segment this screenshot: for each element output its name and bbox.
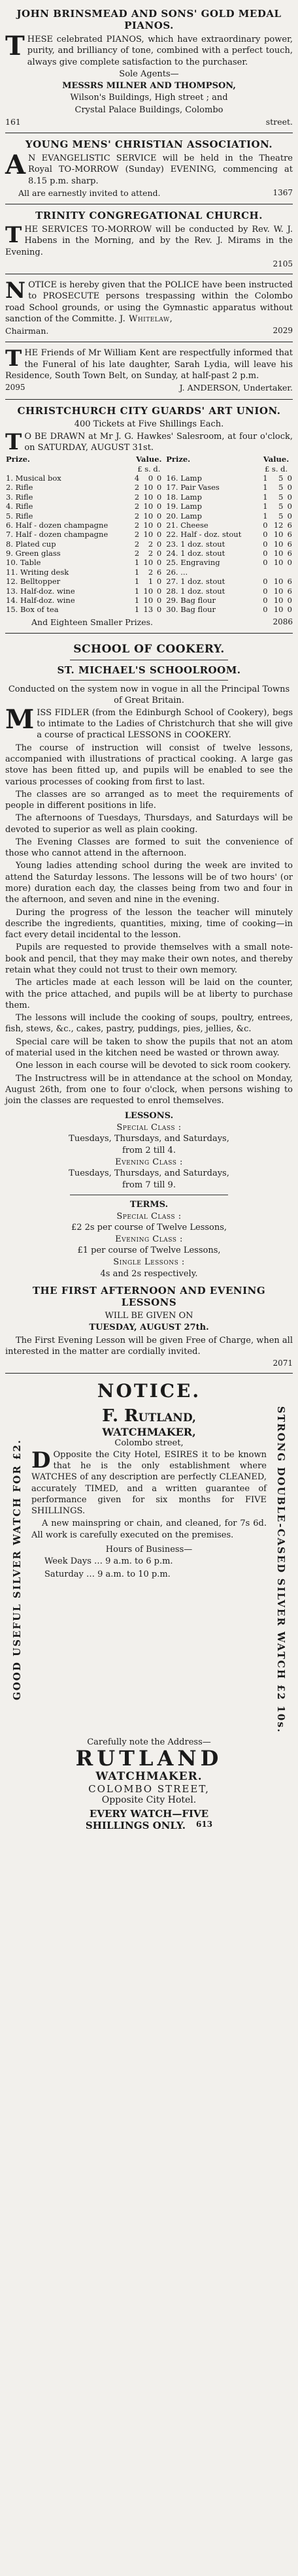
prize-value: 0 bbox=[156, 605, 162, 615]
prize-name: 20. Lamp bbox=[166, 511, 202, 521]
big-trade: WATCHMAKER. bbox=[95, 1769, 203, 1783]
prize-value: 1 bbox=[263, 492, 268, 502]
prize-value bbox=[269, 568, 284, 577]
prize-value: 2 bbox=[134, 539, 140, 549]
drop-cap: A bbox=[5, 150, 26, 181]
business-name bbox=[31, 1406, 267, 1426]
prize-value: 1 bbox=[263, 502, 268, 511]
prize-value: 5 bbox=[278, 483, 284, 492]
prize-value: 0 bbox=[156, 577, 162, 587]
rutland-body bbox=[5, 1406, 293, 1733]
prize-value: 1 bbox=[134, 567, 140, 577]
school-of-cookery-ad bbox=[5, 634, 293, 1374]
prize-name: 28. 1 doz. stout bbox=[166, 586, 225, 596]
undertaker-name: J. ANDERSON, Undertaker. bbox=[179, 383, 293, 393]
prize-value: 0 bbox=[263, 595, 268, 605]
col-value: Value. bbox=[136, 455, 162, 464]
prize-value: 1 bbox=[134, 558, 140, 568]
prize-row bbox=[5, 558, 293, 567]
prize-value: 0 bbox=[287, 474, 292, 483]
big-street: COLOMBO STREET, bbox=[88, 1782, 210, 1795]
prize-value: 0 bbox=[156, 558, 162, 568]
paragraph: The Instructress will be in attendance at the school on Monday, August 26th, from one to four o'clock, when persons wishing to join the classes are requested to enrol themselves. bbox=[5, 1073, 293, 1106]
drop-cap: N bbox=[5, 278, 26, 304]
name-rest: UTLAND, bbox=[138, 1411, 196, 1425]
class-time: from 2 till 4. bbox=[122, 1146, 176, 1156]
funeral-notice-ad bbox=[5, 342, 293, 399]
prize-value: 10 bbox=[143, 520, 154, 530]
prize-value: 6 bbox=[287, 539, 292, 549]
brinsmead-pianos-ad bbox=[5, 3, 293, 133]
rutland-watchmaker-ad bbox=[5, 1374, 293, 1837]
prize-table-body bbox=[5, 474, 293, 615]
prize-value: 0 bbox=[263, 558, 268, 568]
ad-title: CHRISTCHURCH CITY GUARDS' ART UNION. bbox=[17, 404, 281, 417]
prize-name: 24. 1 doz. stout bbox=[166, 549, 225, 558]
ad-body bbox=[31, 1449, 267, 1517]
drop-cap: T bbox=[5, 222, 22, 249]
drop-cap: T bbox=[5, 31, 25, 61]
prize-value: 0 bbox=[287, 558, 292, 568]
ad-body-text: HE Friends of Mr William Kent are respectfully informed that the Funeral of his late daughter, Sarah Lydia, will leave his Residence, South Town Belt, on Sunday, at half-past 2 p.m. bbox=[5, 348, 293, 381]
ad-number: 1367 bbox=[273, 187, 293, 197]
opposite-line: Opposite the City Hotel, bbox=[53, 1449, 161, 1460]
prize-value: 1 bbox=[134, 595, 140, 605]
prize-name: 7. Half - dozen champagne bbox=[6, 530, 108, 539]
price-line: £2 2s per course of Twelve Lessons, bbox=[71, 1223, 227, 1233]
prize-value: 0 bbox=[156, 530, 162, 539]
ad-footer bbox=[5, 383, 293, 393]
prize-value: 1 bbox=[148, 577, 154, 587]
ad-number: 2029 bbox=[273, 326, 293, 336]
prize-name: 22. Half - doz. stout bbox=[166, 530, 242, 539]
prize-row bbox=[5, 596, 293, 605]
ad-body-text: ESIRES it to be known that he is the only establishment where WATCHES of any description are perfectly CLEANED, accurately TIMED, and a written guarantee of performance given for six months for FIVE SHILLINGS. bbox=[31, 1449, 267, 1517]
prize-name: 27. 1 doz. stout bbox=[166, 577, 225, 587]
lsd-units: £ s. d. bbox=[264, 464, 288, 474]
ad-title: NOTICE. bbox=[97, 1380, 201, 1402]
prize-name: 29. Bag flour bbox=[166, 595, 216, 605]
ad-title: YOUNG MENS' CHRISTIAN ASSOCIATION. bbox=[25, 138, 273, 151]
prize-name: 15. Box of tea bbox=[6, 605, 59, 615]
prize-value: 10 bbox=[273, 586, 284, 596]
prize-value: 10 bbox=[143, 502, 154, 511]
prize-row bbox=[5, 568, 293, 577]
ad-number: 2071 bbox=[273, 1359, 293, 1368]
prize-value: 0 bbox=[156, 492, 162, 502]
class-label: Single Lessons : bbox=[113, 1257, 185, 1267]
ad-body-text: OTICE is hereby given that the POLICE have been instructed to PROSECUTE persons trespassing within the Colombo road School grounds, or using the Gymnastic apparatus without sanction of the Committe. bbox=[5, 280, 293, 324]
price-line: 4s and 2s respectively. bbox=[100, 1268, 198, 1279]
prize-name: 25. Engraving bbox=[166, 558, 220, 568]
prize-name: 21. Cheese bbox=[166, 520, 208, 530]
paragraph: The course of instruction will consist of twelve lessons, accompanied with illustrations of practical cooking. A large gas stove has been fitted up, and pupils will be enabled to see the various processes of cooking from first to last. bbox=[5, 743, 293, 787]
prize-value: 0 bbox=[263, 539, 268, 549]
art-union-ad bbox=[5, 400, 293, 634]
ad-footer bbox=[5, 617, 293, 628]
ad-title: JOHN BRINSMEAD AND SONS' GOLD MEDAL PIANOS. bbox=[16, 8, 282, 31]
prize-row bbox=[5, 605, 293, 614]
prize-row bbox=[5, 492, 293, 502]
paragraph: The classes are so arranged as to meet the requirements of people in different positions in life. bbox=[5, 789, 293, 811]
first-lessons-given: WILL BE GIVEN ON bbox=[105, 1311, 193, 1321]
prize-value: 2 bbox=[134, 530, 140, 539]
prize-value: 10 bbox=[143, 511, 154, 521]
paragraph: The lessons will include the cooking of soups, poultry, entrees, fish, stews, &c., cakes, pastry, puddings, pies, jellies, &c. bbox=[5, 1013, 293, 1035]
prize-name: 2. Rifle bbox=[6, 483, 33, 492]
ad-subtitle: ST. MICHAEL'S SCHOOLROOM. bbox=[57, 664, 241, 677]
ad-body bbox=[5, 703, 293, 741]
prize-value: 1 bbox=[134, 577, 140, 587]
prize-name: 16. Lamp bbox=[166, 474, 202, 483]
paragraph: ISS FIDLER (from the Edinburgh School of Cookery), begs to intimate to the Ladies of Christchurch that she will give a course of practical LESSONS in COOKERY. bbox=[37, 707, 293, 741]
prize-value: 0 bbox=[287, 595, 292, 605]
trade-label: WATCHMAKER, bbox=[102, 1425, 196, 1438]
ad-body-text: O BE DRAWN at Mr J. G. Hawkes' Salesroom, at four o'clock, on SATURDAY, AUGUST 31st. bbox=[24, 431, 293, 453]
prize-value: 0 bbox=[263, 577, 268, 587]
hours-week: Week Days … 9 a.m. to 6 p.m. bbox=[44, 1556, 173, 1566]
ad-title: SCHOOL OF COOKERY. bbox=[73, 642, 225, 656]
price-line: £1 per course of Twelve Lessons, bbox=[77, 1246, 221, 1256]
first-lessons-title: THE FIRST AFTERNOON AND EVENING LESSONS bbox=[32, 1285, 266, 1309]
drop-cap: T bbox=[5, 428, 22, 455]
prize-row bbox=[5, 483, 293, 492]
col-prize: Prize. bbox=[166, 455, 191, 464]
tickets-line: 400 Tickets at Five Shillings Each. bbox=[74, 419, 224, 429]
first-lessons-date: TUESDAY, AUGUST 27th. bbox=[89, 1323, 209, 1333]
ad-body bbox=[5, 224, 293, 258]
prize-value: 0 bbox=[263, 520, 268, 530]
agents-name: MESSRS MILNER AND THOMPSON, bbox=[62, 81, 236, 91]
ad-number: 2086 bbox=[273, 617, 293, 626]
ad-number: 2105 bbox=[273, 259, 293, 269]
address-line: Wilson's Buildings, High street ; and bbox=[70, 93, 228, 103]
drop-cap: D bbox=[31, 1447, 51, 1473]
rutland-main bbox=[29, 1406, 269, 1733]
ad-footer bbox=[5, 326, 293, 336]
ad-number: 2095 bbox=[5, 383, 25, 393]
prize-table-units bbox=[5, 464, 293, 474]
prize-value: 6 bbox=[287, 520, 292, 530]
prize-table-header bbox=[5, 455, 293, 464]
hours-saturday: Saturday … 9 a.m. to 10 p.m. bbox=[44, 1570, 171, 1580]
prize-value: 1 bbox=[134, 586, 140, 596]
paragraph: The articles made at each lesson will be laid on the counter, with the price attached, and pupils will be at liberty to purchase them. bbox=[5, 978, 293, 1010]
drop-cap: M bbox=[5, 703, 35, 735]
class-time: from 7 till 9. bbox=[122, 1180, 176, 1190]
class-days: Tuesdays, Thursdays, and Saturdays, bbox=[69, 1134, 229, 1144]
prize-name: 8. Plated cup bbox=[6, 539, 56, 549]
prize-value: 1 bbox=[263, 511, 268, 521]
prize-value: 12 bbox=[273, 520, 284, 530]
prize-value: 10 bbox=[273, 539, 284, 549]
shillings-only: SHILLINGS ONLY. bbox=[85, 1819, 186, 1831]
prize-row bbox=[5, 577, 293, 586]
prize-name: 14. Half-doz. wine bbox=[6, 595, 75, 605]
prize-value: 2 bbox=[134, 492, 140, 502]
ad-body-text: N EVANGELISTIC SERVICE will be held in the Theatre Royal TO-MORROW (Sunday) EVENING, commencing at 8.15 p.m. sharp. bbox=[28, 153, 293, 186]
paragraph: One lesson in each course will be devoted to sick room cookery. bbox=[16, 1061, 291, 1071]
prize-value: 10 bbox=[143, 558, 154, 568]
ad-number: 161 bbox=[5, 116, 21, 127]
prize-row bbox=[5, 521, 293, 530]
prize-value: 10 bbox=[273, 530, 284, 539]
prize-value: 10 bbox=[143, 586, 154, 596]
prize-name: 6. Half - dozen champagne bbox=[6, 520, 108, 530]
prize-name: 26. ... bbox=[166, 567, 188, 577]
prize-value: 5 bbox=[278, 492, 284, 502]
prize-value: 0 bbox=[263, 549, 268, 558]
divider bbox=[70, 680, 228, 681]
address-note: Carefully note the Address— bbox=[87, 1737, 211, 1747]
prize-value: 10 bbox=[273, 605, 284, 615]
prize-value: 0 bbox=[156, 539, 162, 549]
ad-title: TRINITY CONGREGATIONAL CHURCH. bbox=[35, 210, 263, 222]
prize-row bbox=[5, 530, 293, 539]
prize-value: 0 bbox=[148, 474, 154, 483]
prize-value: 6 bbox=[287, 549, 292, 558]
prize-row bbox=[5, 539, 293, 549]
signatory: J. Whitelaw, bbox=[119, 314, 173, 324]
ad-footer bbox=[5, 1820, 293, 1833]
lsd-units: £ s. d. bbox=[137, 464, 161, 474]
terms-section bbox=[5, 1199, 293, 1280]
street-label: street. bbox=[265, 116, 293, 127]
prize-value: 10 bbox=[143, 483, 154, 492]
prize-name: 13. Half-doz. wine bbox=[6, 586, 75, 596]
prize-row bbox=[5, 474, 293, 483]
prize-value: 0 bbox=[287, 511, 292, 521]
prize-value: 2 bbox=[134, 483, 140, 492]
prize-value: 4 bbox=[134, 474, 140, 483]
prize-value: 10 bbox=[143, 492, 154, 502]
prize-value: 6 bbox=[287, 530, 292, 539]
initials: F. R bbox=[102, 1406, 139, 1426]
prize-name: 9. Green glass bbox=[6, 549, 61, 558]
prize-value: 0 bbox=[156, 483, 162, 492]
prize-value: 0 bbox=[156, 520, 162, 530]
prize-name: 18. Lamp bbox=[166, 492, 202, 502]
prize-name: 3. Rifle bbox=[6, 492, 33, 502]
paragraph: Pupils are requested to provide themselves with a small note-book and pencil, that they may make their own notes, and thereby retain what they could not trust to their own memory. bbox=[5, 942, 293, 976]
prize-row bbox=[5, 587, 293, 596]
paragraph: The Evening Classes are formed to suit the convenience of those who cannot attend in the afternoon. bbox=[5, 837, 293, 859]
prize-value: 0 bbox=[287, 502, 292, 511]
prize-value: 10 bbox=[143, 530, 154, 539]
invitation-text: All are earnestly invited to attend. bbox=[18, 187, 161, 198]
prize-row bbox=[5, 549, 293, 558]
trinity-church-ad bbox=[5, 204, 293, 274]
prize-name: 5. Rifle bbox=[6, 511, 33, 521]
class-label: Special Class : bbox=[116, 1122, 182, 1133]
prize-value: 1 bbox=[134, 605, 140, 615]
prize-name: 11. Writing desk bbox=[6, 567, 69, 577]
prize-value: 0 bbox=[156, 502, 162, 511]
paragraph: Special care will be taken to show the pupils that not an atom of material used in the kitchen need be wasted or thrown away. bbox=[5, 1037, 293, 1058]
side-text: STRONG DOUBLE-CASED SILVER WATCH £2 10s. bbox=[275, 1406, 287, 1733]
prize-row bbox=[5, 502, 293, 511]
prize-value: 2 bbox=[134, 520, 140, 530]
col-value: Value. bbox=[263, 455, 290, 464]
prize-value: 1 bbox=[263, 483, 268, 492]
prize-value bbox=[259, 568, 268, 577]
every-watch: EVERY WATCH—FIVE bbox=[89, 1807, 209, 1820]
prize-value bbox=[284, 568, 293, 577]
police-notice-ad bbox=[5, 274, 293, 342]
lessons-schedule bbox=[5, 1110, 293, 1191]
prize-value: 2 bbox=[148, 549, 154, 558]
prize-value: 0 bbox=[263, 530, 268, 539]
ad-signature bbox=[5, 117, 293, 127]
prize-name: 12. Belltopper bbox=[6, 577, 61, 587]
intro-text: Conducted on the system now in vogue in all the Principal Towns of Great Britain. bbox=[8, 684, 290, 705]
prize-value: 2 bbox=[148, 567, 154, 577]
ad-body-text: HE SERVICES TO-MORROW will be conducted by Rev. W. J. Habens in the Morning, and by the Rev. J. Mirams in the Evening. bbox=[5, 225, 293, 257]
prize-value: 10 bbox=[273, 595, 284, 605]
class-label: Special Class : bbox=[116, 1211, 182, 1221]
smaller-prizes: And Eighteen Smaller Prizes. bbox=[31, 617, 154, 627]
chairman-label: Chairman. bbox=[5, 326, 49, 336]
agents-label: Sole Agents— bbox=[119, 69, 179, 79]
paragraph: The First Evening Lesson will be given Free of Charge, when all interested in the matter are cordially invited. bbox=[5, 1335, 293, 1357]
prize-row bbox=[5, 511, 293, 521]
class-label: Evening Class : bbox=[115, 1157, 183, 1167]
col-prize: Prize. bbox=[6, 455, 30, 464]
address-line: Crystal Palace Buildings, Colombo bbox=[74, 105, 224, 115]
right-side-banner bbox=[269, 1406, 293, 1733]
prize-name: 1. Musical box bbox=[6, 474, 61, 483]
paragraph: During the progress of the lesson the teacher will minutely describe the ingredients, quantities, mixing, time of cooking—in fact every detail incidental to the lesson. bbox=[5, 907, 293, 941]
paragraph: A new mainspring or chain, and cleaned, for 7s 6d. All work is carefully executed on the premises. bbox=[31, 1519, 267, 1540]
prize-value: 10 bbox=[273, 558, 284, 568]
prize-value: 2 bbox=[148, 539, 154, 549]
prize-value: 13 bbox=[143, 605, 154, 615]
drop-cap: T bbox=[5, 346, 22, 372]
prize-value: 2 bbox=[134, 502, 140, 511]
prize-name: 10. Table bbox=[6, 558, 41, 568]
left-side-banner bbox=[5, 1406, 29, 1733]
prize-value: 5 bbox=[278, 502, 284, 511]
prize-value: 0 bbox=[287, 483, 292, 492]
prize-value: 5 bbox=[278, 511, 284, 521]
prize-name: 4. Rifle bbox=[6, 502, 33, 511]
prize-value: 0 bbox=[156, 474, 162, 483]
prize-value: 6 bbox=[156, 567, 162, 577]
big-opposite: Opposite City Hotel. bbox=[101, 1794, 197, 1805]
prize-name: 23. 1 doz. stout bbox=[166, 539, 225, 549]
prize-value: 0 bbox=[156, 586, 162, 596]
prize-value: 2 bbox=[134, 511, 140, 521]
lessons-title: LESSONS. bbox=[124, 1111, 174, 1121]
prize-value: 10 bbox=[143, 595, 154, 605]
prize-table bbox=[5, 455, 293, 614]
class-days: Tuesdays, Thursdays, and Saturdays, bbox=[69, 1168, 229, 1179]
ad-body-text: HESE celebrated PIANOS, which have extraordinary power, purity, and brilliancy of tone, combined with a perfect touch, always give complete satisfaction to the purchaser. bbox=[27, 35, 293, 67]
prize-value: 0 bbox=[287, 605, 292, 615]
hours-title: Hours of Business— bbox=[105, 1544, 193, 1554]
terms-title: TERMS. bbox=[129, 1200, 169, 1210]
class-label: Evening Class : bbox=[115, 1234, 183, 1244]
big-name: RUTLAND bbox=[75, 1745, 223, 1771]
prize-value: 0 bbox=[156, 549, 162, 558]
ad-body bbox=[5, 428, 293, 455]
prize-value: 10 bbox=[273, 577, 284, 587]
ymca-ad bbox=[5, 133, 293, 204]
ad-body bbox=[5, 31, 293, 68]
prize-value: 0 bbox=[156, 511, 162, 521]
prize-value: 0 bbox=[287, 492, 292, 502]
prize-value: 0 bbox=[263, 605, 268, 615]
prize-name: 19. Lamp bbox=[166, 502, 202, 511]
prize-value: 0 bbox=[156, 595, 162, 605]
ad-footer bbox=[5, 188, 293, 199]
ad-body bbox=[5, 280, 293, 325]
ad-body bbox=[5, 150, 293, 187]
prize-value: 0 bbox=[263, 586, 268, 596]
prize-value: 10 bbox=[273, 549, 284, 558]
prize-name: 30. Bag flour bbox=[166, 605, 216, 615]
prize-name: 17. Pair Vases bbox=[166, 483, 220, 492]
prize-value: 2 bbox=[134, 549, 140, 558]
street-label: Colombo street, bbox=[114, 1438, 184, 1448]
ad-number: 613 bbox=[196, 1819, 213, 1829]
prize-value: 6 bbox=[287, 577, 292, 587]
prize-value: 1 bbox=[263, 474, 268, 483]
prize-value: 5 bbox=[278, 474, 284, 483]
prize-value: 6 bbox=[287, 586, 292, 596]
paragraph: The afternoons of Tuesdays, Thursdays, and Saturdays will be devoted to superior as well as plain cooking. bbox=[5, 813, 293, 835]
paragraph: Young ladies attending school during the week are invited to attend the Saturday lessons. The lessons will be of two hours' (or more) duration each day, the classes being from two and four in the afternoon, and seven and nine in the evening. bbox=[5, 861, 293, 905]
ad-body bbox=[5, 347, 293, 381]
side-text: GOOD USEFUL SILVER WATCH FOR £2. bbox=[11, 1439, 23, 1701]
